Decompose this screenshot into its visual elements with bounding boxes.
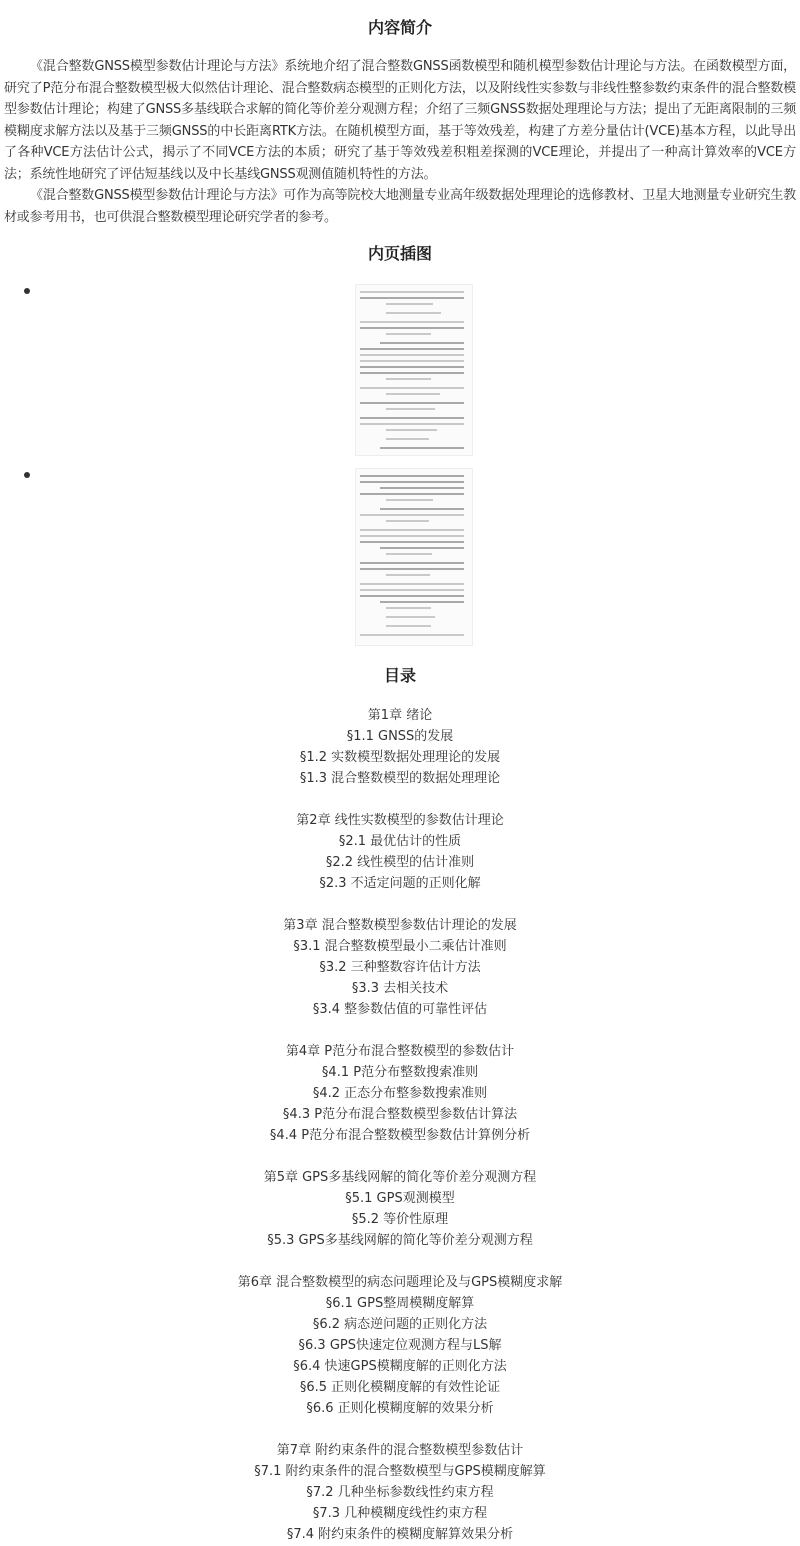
toc-chapter[interactable]: 第5章 GPS多基线网解的简化等价差分观测方程 <box>263 1170 537 1185</box>
toc-section[interactable]: §2.1 最优估计的性质 <box>338 834 462 849</box>
toc-section[interactable]: §3.4 整参数估值的可靠性评估 <box>312 1002 488 1017</box>
toc-section[interactable]: §6.1 GPS整周模糊度解算 <box>325 1296 475 1311</box>
toc-section[interactable]: §4.1 P范分布整数搜索准则 <box>321 1065 479 1080</box>
thumbnail-text-line <box>386 429 437 431</box>
thumbnail-text-line <box>380 547 464 549</box>
toc-section[interactable]: §6.2 病态逆问题的正则化方法 <box>312 1317 488 1332</box>
thumbnail-text-line <box>360 595 464 597</box>
toc-section[interactable]: §6.3 GPS快速定位观测方程与LS解 <box>298 1338 502 1353</box>
thumbnail-text-line <box>386 553 432 555</box>
page-image-1[interactable] <box>355 284 473 456</box>
thumbnail-text-line <box>360 529 464 531</box>
toc-section[interactable]: §3.1 混合整数模型最小二乘估计准则 <box>293 939 507 954</box>
thumbnail-text-line <box>386 616 435 618</box>
toc-section[interactable]: §5.1 GPS观测模型 <box>345 1191 455 1206</box>
toc-spacer <box>0 1251 800 1272</box>
thumbnail-text-line <box>386 408 435 410</box>
thumbnail-text-line <box>360 568 464 570</box>
toc-chapter[interactable]: 第4章 P范分布混合整数模型的参数估计 <box>285 1044 515 1059</box>
thumbnail-text-line <box>386 625 431 627</box>
thumbnail-text-line <box>360 417 464 419</box>
thumbnail-text-line <box>360 475 464 477</box>
thumbnail-text-line <box>386 393 440 395</box>
page-image-2[interactable] <box>355 468 473 646</box>
illustrations-heading: 内页插图 <box>367 244 432 263</box>
thumbnail-text-line <box>386 520 429 522</box>
toc-section[interactable]: §2.2 线性模型的估计准则 <box>325 855 475 870</box>
toc-chapter[interactable]: 第6章 混合整数模型的病态问题理论及与GPS模糊度求解 <box>237 1275 563 1290</box>
toc-section[interactable]: §7.3 几种模糊度线性约束方程 <box>312 1506 488 1521</box>
thumbnail-text-line <box>360 372 464 374</box>
intro-paragraph: 《混合整数GNSS模型参数估计理论与方法》可作为高等院校大地测量专业高年级数据处理理论的选修教材、卫星大地测量专业研究生教材或参考用书，也可供混合整数模型理论研究学者的参考。 <box>4 188 796 225</box>
thumbnail-text-line <box>360 535 464 537</box>
thumbnail-text-line <box>380 508 464 510</box>
thumbnail-text-line <box>360 562 464 564</box>
table-of-contents <box>0 705 800 1545</box>
thumbnail-text-line <box>360 360 464 362</box>
thumbnail-text-line <box>360 589 464 591</box>
thumbnail-text-line <box>386 303 433 305</box>
thumbnail-text-line <box>360 366 464 368</box>
toc-spacer <box>0 1146 800 1167</box>
toc-section[interactable]: §5.2 等价性原理 <box>351 1212 449 1227</box>
toc-chapter[interactable]: 第1章 绪论 <box>367 708 433 723</box>
toc-section[interactable]: §1.1 GNSS的发展 <box>346 729 454 744</box>
thumbnail-text-line <box>360 387 464 389</box>
thumbnail-text-line <box>360 481 464 483</box>
toc-section[interactable]: §3.3 去相关技术 <box>351 981 449 996</box>
thumbnail-text-line <box>360 541 464 543</box>
toc-spacer <box>0 1419 800 1440</box>
thumbnail-text-line <box>360 423 464 425</box>
thumbnail-text-line <box>360 348 464 350</box>
list-bullet <box>24 288 30 294</box>
toc-spacer <box>0 789 800 810</box>
thumbnail-text-line <box>360 291 464 293</box>
thumbnail-text-line <box>360 321 464 323</box>
toc-section[interactable]: §3.2 三种整数容许估计方法 <box>319 960 481 975</box>
thumbnail-text-line <box>386 333 431 335</box>
thumbnail-text-line <box>360 493 464 495</box>
toc-chapter[interactable]: 第2章 线性实数模型的参数估计理论 <box>296 813 504 828</box>
thumbnail-text-line <box>386 607 431 609</box>
thumbnail-text-line <box>386 378 431 380</box>
thumbnail-text-line <box>360 634 464 636</box>
thumbnail-text-line <box>386 499 433 501</box>
toc-section[interactable]: §6.4 快速GPS模糊度解的正则化方法 <box>293 1359 507 1374</box>
toc-chapter[interactable]: 第7章 附约束条件的混合整数模型参数估计 <box>276 1443 524 1458</box>
thumbnail-text-line <box>380 601 464 603</box>
thumbnail-text-line <box>360 514 464 516</box>
toc-spacer <box>0 1020 800 1041</box>
thumbnail-text-line <box>380 342 464 344</box>
thumbnail-text-line <box>360 354 464 356</box>
intro-heading: 内容简介 <box>367 18 432 37</box>
toc-section[interactable]: §2.3 不适定问题的正则化解 <box>319 876 481 891</box>
thumbnail-text-line <box>380 447 464 449</box>
toc-spacer <box>0 894 800 915</box>
thumbnail-text-line <box>386 574 430 576</box>
thumbnail-text-line <box>360 327 464 329</box>
toc-section[interactable]: §6.5 正则化模糊度解的有效性论证 <box>299 1380 501 1395</box>
thumbnail-text-line <box>360 402 464 404</box>
toc-chapter[interactable]: 第3章 混合整数模型参数估计理论的发展 <box>283 918 517 933</box>
toc-section[interactable]: §6.6 正则化模糊度解的效果分析 <box>306 1401 494 1416</box>
thumbnail-text-line <box>386 438 429 440</box>
toc-section[interactable]: §4.3 P范分布混合整数模型参数估计算法 <box>282 1107 518 1122</box>
toc-section[interactable]: §4.4 P范分布混合整数模型参数估计算例分析 <box>269 1128 531 1143</box>
intro-body <box>4 56 796 228</box>
toc-heading: 目录 <box>383 666 416 685</box>
thumbnail-text-line <box>386 312 441 314</box>
thumbnail-text-line <box>360 583 464 585</box>
toc-section[interactable]: §4.2 正态分布整参数搜索准则 <box>312 1086 488 1101</box>
toc-section[interactable]: §7.2 几种坐标参数线性约束方程 <box>306 1485 494 1500</box>
toc-section[interactable]: §1.3 混合整数模型的数据处理理论 <box>299 771 501 786</box>
toc-section[interactable]: §1.2 实数模型数据处理理论的发展 <box>299 750 501 765</box>
list-bullet <box>24 472 30 478</box>
toc-section[interactable]: §7.1 附约束条件的混合整数模型与GPS模糊度解算 <box>254 1464 546 1479</box>
toc-section[interactable]: §5.3 GPS多基线网解的简化等价差分观测方程 <box>267 1233 533 1248</box>
intro-paragraph: 《混合整数GNSS模型参数估计理论与方法》系统地介绍了混合整数GNSS函数模型和随机模型参数估计理论与方法。在函数模型方面，研究了P范分布混合整数模型极大似然估计理论、混合整数病态模型的正则化方法，以及附线性实参数与非线性整参数约束条件的混合整数模型参数估计理论；构建了GNSS多基线联合求解的简化等价差分观测方程；介绍了三频GNSS数据处理理论与方法；提出了无距离限制的三频模糊度求解方法以及基于三频GNSS的中长距离RTK方法。在随机模型方面，基于等效残差，构建了方差分量估计(VCE)基本方程，以此导出了各种VCE方法估计公式，揭示了不同VCE方法的本质；研究了基于等效残差积粗差探测的VCE理论，并提出了一种高计算效率的VCE方法；系统性地研究了评估短基线以及中长基线GNSS观测值随机特性的方法。 <box>4 59 796 182</box>
thumbnail-text-line <box>380 487 464 489</box>
toc-section[interactable]: §7.4 附约束条件的模糊度解算效果分析 <box>286 1527 514 1542</box>
thumbnail-text-line <box>360 297 464 299</box>
